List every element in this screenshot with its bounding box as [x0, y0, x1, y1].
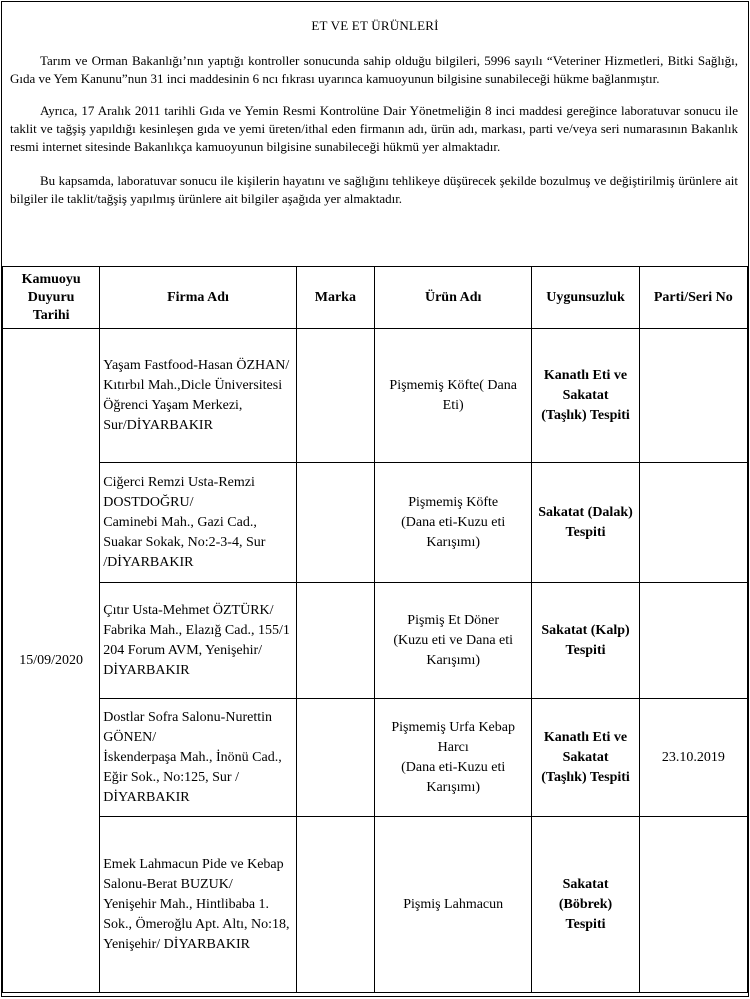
intro-paragraph-2: Ayrıca, 17 Aralık 2011 tarihli Gıda ve Yemin Resmi Kontrolüne Dair Yönetmeliğin 8 inci maddesi gereğince laboratuvar sonucu ile taklit ve tağşiş yapıldığı kesinleşen gıda ve yemi üreten/ithal eden firmanın adı, ürün adı, markası, parti ve/veya seri numarasının Bakanlık resmi internet sitesinde Bakanlıkça kamuoyunun bilgisine sunabileceği hükmü yer almaktadır. — [10, 103, 738, 154]
intro-paragraph-1: Tarım ve Orman Bakanlığı’nın yaptığı kontroller sonucunda sahip olduğu bilgileri, 5996 sayılı “Veteriner Hizmetleri, Bitki Sağlığı, Gıda ve Yem Kanunu”nun 31 inci maddesinin 6 ncı fıkrası uyarınca kamuoyunun bilgisine sunabileceği hükme bağlanmıştır. — [10, 53, 738, 86]
product-text: Pişmemiş Urfa Kebap Harcı (Dana eti-Kuzu eti Karışımı) — [391, 719, 515, 795]
firm-text: Emek Lahmacun Pide ve Kebap Salonu-Berat BUZUK/ Yenişehir Mah., Hintlibaba 1. Sok., Ömeroğlu Apt. Altı, No:18, Yenişehir/ DİYARBAKIR — [103, 856, 290, 952]
table-row — [3, 463, 748, 583]
product-text: Pişmemiş Köfte( Dana Eti) — [389, 377, 517, 413]
header-announcement-date: Kamuoyu Duyuru Tarihi — [3, 267, 100, 329]
product-text: Pişmiş Et Döner (Kuzu eti ve Dana eti Karışımı) — [393, 612, 514, 668]
firm-cell — [100, 699, 297, 817]
nonconformity-cell — [532, 699, 639, 817]
header-firm-name: Firma Adı — [100, 267, 297, 329]
header-brand: Marka — [296, 267, 374, 329]
header-lot-number: Parti/Seri No — [639, 267, 747, 329]
brand-cell — [296, 329, 374, 463]
table-header-row — [3, 267, 748, 329]
firm-cell — [100, 329, 297, 463]
firm-text: Dostlar Sofra Salonu-Nurettin GÖNEN/ İskenderpaşa Mah., İnönü Cad., Eğir Sok., No:125, Sur / DİYARBAKIR — [103, 709, 282, 805]
product-cell — [374, 699, 531, 817]
nonconformity-cell — [532, 329, 639, 463]
table-row — [3, 329, 748, 463]
firm-cell — [100, 463, 297, 583]
lot-cell: 23.10.2019 — [639, 699, 747, 817]
firm-text: Yaşam Fastfood-Hasan ÖZHAN/ Kıtırbıl Mah.,Dicle Üniversitesi Öğrenci Yaşam Merkezi, Sur/DİYARBAKIR — [103, 357, 290, 433]
nonconformity-cell — [532, 583, 639, 699]
nonconformity-cell — [532, 463, 639, 583]
product-text: Pişmemiş Köfte (Dana eti-Kuzu eti Karışımı) — [401, 494, 506, 550]
document-page — [1, 1, 749, 997]
brand-cell — [296, 699, 374, 817]
product-cell — [374, 817, 531, 993]
lot-cell — [639, 463, 747, 583]
intro-paragraph-3: Bu kapsamda, laboratuvar sonucu ile kişilerin hayatını ve sağlığını tehlikeye düşürecek şekilde bozulmuş ve değiştirilmiş ürünlere ait bilgiler ile taklit/tağşiş yapılmış ürünlere ait bilgiler aşağıda yer almaktadır. — [10, 173, 738, 206]
lot-cell — [639, 817, 747, 993]
product-cell — [374, 463, 531, 583]
nonconformity-text: Sakatat (Dalak) Tespiti — [538, 504, 633, 540]
lot-cell — [639, 329, 747, 463]
header-nonconformity: Uygunsuzluk — [532, 267, 639, 329]
brand-cell — [296, 583, 374, 699]
table-row — [3, 817, 748, 993]
nonconformity-text: Sakatat (Kalp) Tespiti — [541, 622, 630, 658]
nonconformity-cell — [532, 817, 639, 993]
product-cell — [374, 583, 531, 699]
firm-cell — [100, 817, 297, 993]
violations-table — [2, 266, 748, 993]
lot-cell — [639, 583, 747, 699]
product-text: Pişmiş Lahmacun — [403, 896, 504, 912]
table-row — [3, 699, 748, 817]
product-cell — [374, 329, 531, 463]
firm-text: Çıtır Usta-Mehmet ÖZTÜRK/ Fabrika Mah., Elazığ Cad., 155/1 204 Forum AVM, Yenişehir/ DİYARBAKIR — [103, 602, 290, 678]
brand-cell — [296, 817, 374, 993]
nonconformity-text: Kanatlı Eti ve Sakatat (Taşlık) Tespiti — [541, 367, 630, 423]
announcement-date-cell: 15/09/2020 — [3, 329, 100, 993]
nonconformity-text: Kanatlı Eti ve Sakatat (Taşlık) Tespiti — [541, 729, 630, 785]
header-product-name: Ürün Adı — [374, 267, 531, 329]
firm-cell — [100, 583, 297, 699]
document-title: ET VE ET ÜRÜNLERİ — [311, 18, 439, 33]
brand-cell — [296, 463, 374, 583]
nonconformity-text: Sakatat (Böbrek) Tespiti — [558, 876, 613, 932]
firm-text: Ciğerci Remzi Usta-Remzi DOSTDOĞRU/ Caminebi Mah., Gazi Cad., Suakar Sokak, No:2-3-4, Sur /DİYARBAKIR — [103, 474, 266, 570]
table-row — [3, 583, 748, 699]
